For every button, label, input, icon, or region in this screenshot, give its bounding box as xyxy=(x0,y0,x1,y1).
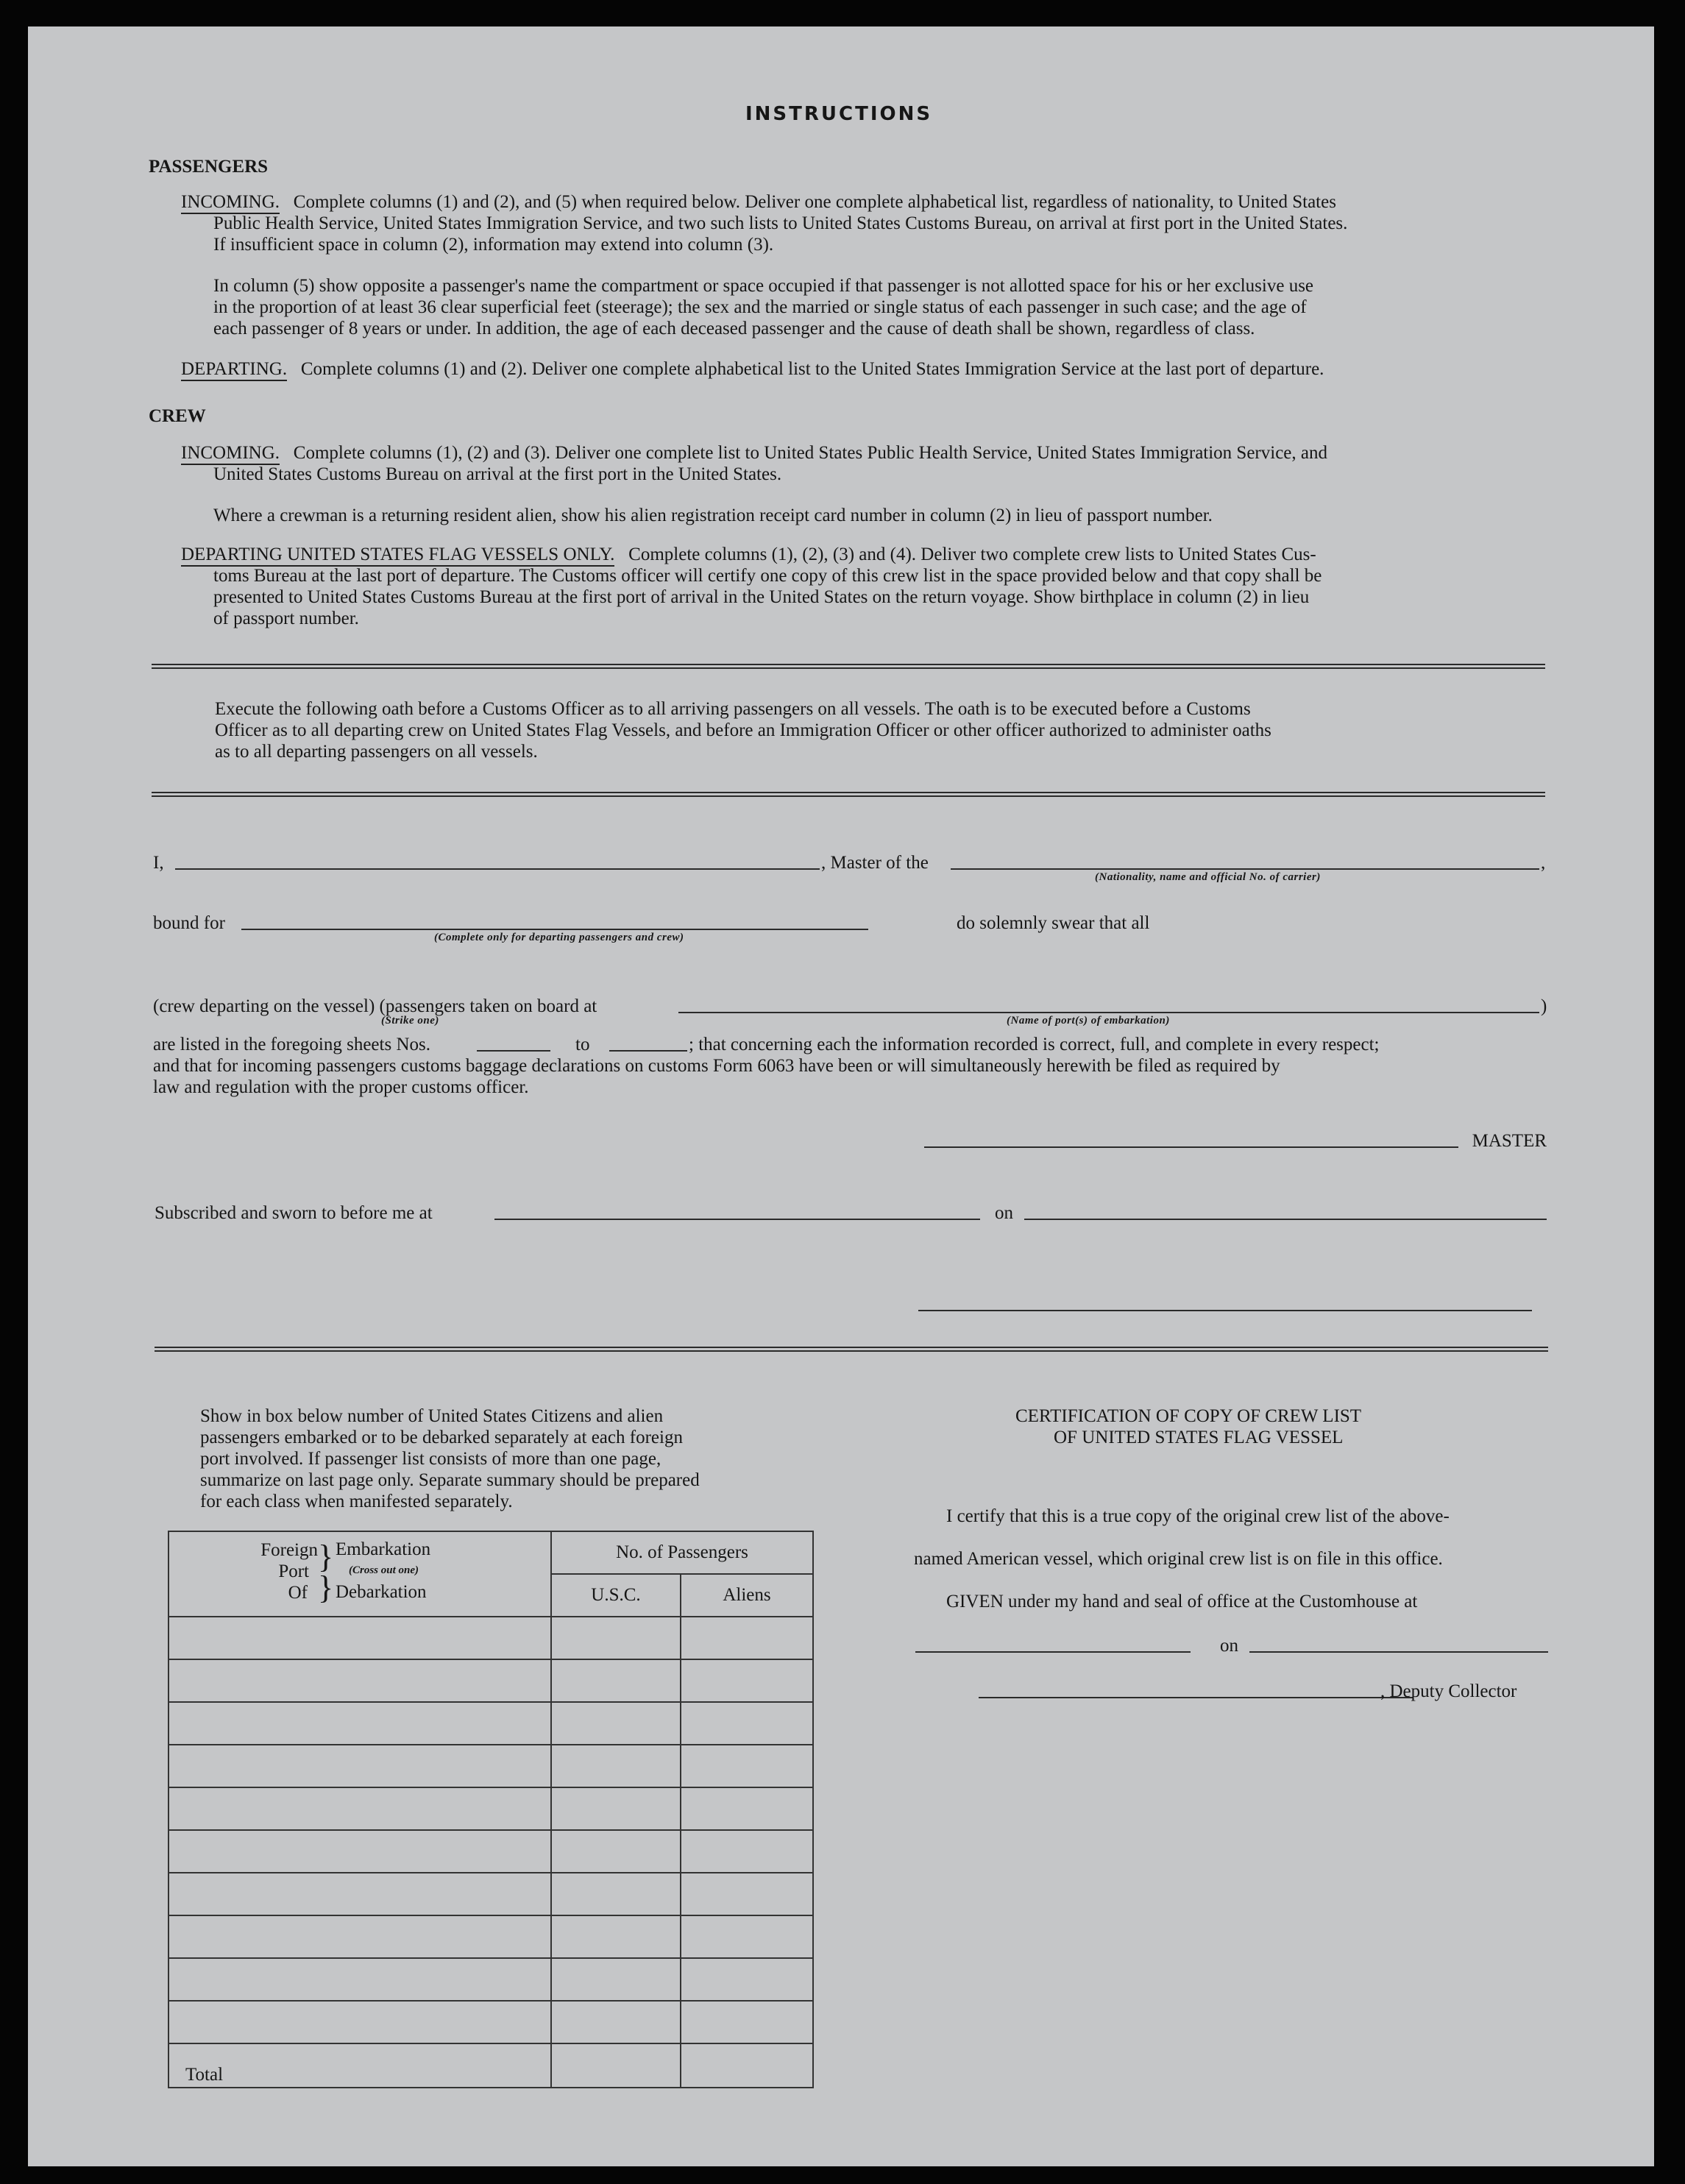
section-divider xyxy=(152,664,1545,669)
port-header-cell xyxy=(168,1531,551,1617)
passengers-departing-label: DEPARTING. xyxy=(181,359,287,381)
oath-comma: , xyxy=(1541,853,1546,873)
brace-left-icon: } xyxy=(318,1570,334,1606)
certification-date-field[interactable] xyxy=(1249,1651,1548,1653)
passengers-incoming-text: Complete columns (1) and (2), and (5) when required below. Deliver one complete alphabetical list, regardless of nationality, to United States xyxy=(293,192,1336,212)
column5-line2: in the proportion of at least 36 clear superficial feet (steerage); the sex and the married or single status of each passenger in such case; and the age of xyxy=(213,297,1307,317)
section-divider xyxy=(152,792,1545,797)
aliens-cell[interactable] xyxy=(681,1873,813,1915)
passengers-incoming-line2: Public Health Service, United States Immigration Service, and two such lists to United States Customs Bureau, on arrival at first port in the United States. xyxy=(213,213,1348,233)
crew-title: CREW xyxy=(149,406,206,426)
oath-line3: law and regulation with the proper customs officer. xyxy=(153,1077,529,1097)
usc-cell[interactable] xyxy=(551,1745,681,1787)
section-divider xyxy=(155,1347,1548,1352)
aliens-cell[interactable] xyxy=(681,2001,813,2043)
oath-listed: are listed in the foregoing sheets Nos. xyxy=(153,1035,430,1054)
total-label: Total xyxy=(168,2043,551,2088)
officer-signature-field[interactable] xyxy=(918,1310,1532,1311)
passengers-departing xyxy=(181,358,1324,380)
crew-incoming-label: INCOMING. xyxy=(181,443,280,465)
crew-departing-text: Complete columns (1), (2), (3) and (4). Deliver two complete crew lists to United States Cus- xyxy=(628,545,1316,564)
passengers-incoming-line1 xyxy=(181,191,1542,213)
foreign-label: Foreign xyxy=(260,1540,318,1560)
carrier-field[interactable] xyxy=(951,868,1539,870)
port-cell[interactable] xyxy=(168,1873,551,1915)
summary-line4: summarize on last page only. Separate summary should be prepared xyxy=(200,1470,700,1490)
crew-departing-line1 xyxy=(181,544,1316,565)
crew-incoming-line1 xyxy=(181,442,1327,464)
embarkation-option[interactable]: Embarkation xyxy=(336,1539,431,1559)
table-row xyxy=(168,1617,813,1659)
passengers-incoming-label: INCOMING. xyxy=(181,192,280,214)
port-cell[interactable] xyxy=(168,1830,551,1873)
oath-master-of-the: , Master of the xyxy=(821,853,929,873)
crew-departing-line3: presented to United States Customs Bureau at the first port of arrival in the United States on the return voyage. Show birthplace in column (2) in lieu xyxy=(213,587,1310,607)
port-cell[interactable] xyxy=(168,2001,551,2043)
port-cell[interactable] xyxy=(168,1958,551,2001)
complete-caption: (Complete only for departing passengers and crew) xyxy=(434,932,684,943)
usc-total-cell[interactable] xyxy=(551,2043,681,2088)
passengers-title: PASSENGERS xyxy=(149,157,269,177)
master-signature-field[interactable] xyxy=(924,1146,1458,1148)
strike-caption: (Strike one) xyxy=(381,1015,439,1027)
usc-cell[interactable] xyxy=(551,1830,681,1873)
certification-title-1: CERTIFICATION OF COPY OF CREW LIST xyxy=(1015,1406,1362,1426)
aliens-cell[interactable] xyxy=(681,1745,813,1787)
form-sheet xyxy=(28,26,1654,2166)
table-row xyxy=(168,1659,813,1702)
total-row xyxy=(168,2043,813,2088)
aliens-cell[interactable] xyxy=(681,1702,813,1745)
oath-concerning: ; that concerning each the information recorded is correct, full, and complete in every respect; xyxy=(689,1035,1380,1054)
table-row xyxy=(168,1873,813,1915)
table-row xyxy=(168,1702,813,1745)
crew-resident-alien: Where a crewman is a returning resident alien, show his alien registration receipt card number in column (2) in lieu of passport number. xyxy=(213,506,1213,525)
usc-cell[interactable] xyxy=(551,1659,681,1702)
passengers-departing-text: Complete columns (1) and (2). Deliver one complete alphabetical list to the United States Immigration Service at the last port of departure. xyxy=(300,359,1324,379)
ports-caption: (Name of port(s) of embarkation) xyxy=(1007,1015,1170,1027)
aliens-cell[interactable] xyxy=(681,1659,813,1702)
oath-intro-line3: as to all departing passengers on all vessels. xyxy=(215,742,538,762)
crew-departing-line2: toms Bureau at the last port of departure. The Customs officer will certify one copy of this crew list in the space provided below and that copy shall be xyxy=(213,566,1322,586)
summary-line3: port involved. If passenger list consists of more than one page, xyxy=(200,1449,661,1469)
passenger-summary-table xyxy=(168,1531,814,2088)
oath-intro-line2: Officer as to all departing crew on United States Flag Vessels, and before an Immigration Officer or other officer authorized to administer oaths xyxy=(215,720,1271,740)
sworn-place-field[interactable] xyxy=(494,1219,980,1220)
passengers-incoming-line3: If insufficient space in column (2), information may extend into column (3). xyxy=(213,235,774,255)
aliens-total-cell[interactable] xyxy=(681,2043,813,2088)
certify-line2: named American vessel, which original crew list is on file in this office. xyxy=(914,1549,1443,1569)
subscribed-text: Subscribed and sworn to before me at xyxy=(155,1203,433,1223)
aliens-cell[interactable] xyxy=(681,1787,813,1830)
oath-swear: do solemnly swear that all xyxy=(957,913,1150,933)
deputy-collector-signature-field[interactable] xyxy=(979,1697,1413,1698)
brace-left-icon: } xyxy=(318,1539,334,1575)
instructions-heading: INSTRUCTIONS xyxy=(745,103,933,125)
crew-departing-line4: of passport number. xyxy=(213,609,359,628)
sworn-date-field[interactable] xyxy=(1024,1219,1547,1220)
summary-line2: passengers embarked or to be debarked separately at each foreign xyxy=(200,1428,683,1447)
column5-line3: each passenger of 8 years or under. In addition, the age of each deceased passenger and the cause of death shall be shown, regardless of class. xyxy=(213,319,1255,338)
oath-intro-line1: Execute the following oath before a Customs Officer as to all arriving passengers on all vessels. The oath is to be executed before a Customs xyxy=(215,699,1251,719)
debarkation-option[interactable]: Debarkation xyxy=(336,1582,427,1602)
crew-incoming-text: Complete columns (1), (2) and (3). Deliver one complete list to United States Public Health Service, United States Immigration Service, and xyxy=(293,443,1327,463)
table-row xyxy=(168,2001,813,2043)
port-cell[interactable] xyxy=(168,1659,551,1702)
oath-bound-for: bound for xyxy=(153,913,225,933)
usc-cell[interactable] xyxy=(551,1958,681,2001)
sheet-to-field[interactable] xyxy=(609,1050,687,1052)
summary-line5: for each class when manifested separately. xyxy=(200,1492,513,1511)
port-cell[interactable] xyxy=(168,1787,551,1830)
crew-departing-label: DEPARTING UNITED STATES FLAG VESSELS ONLY. xyxy=(181,545,614,567)
certify-line1: I certify that this is a true copy of the original crew list of the above- xyxy=(946,1506,1450,1526)
usc-cell[interactable] xyxy=(551,1787,681,1830)
usc-cell[interactable] xyxy=(551,1702,681,1745)
aliens-cell[interactable] xyxy=(681,1617,813,1659)
aliens-cell[interactable] xyxy=(681,1830,813,1873)
given-line: GIVEN under my hand and seal of office at the Customhouse at xyxy=(946,1592,1418,1612)
table-row xyxy=(168,1830,813,1873)
column5-line1: In column (5) show opposite a passenger's name the compartment or space occupied if that passenger is not allotted space for his or her exclusive use xyxy=(213,276,1314,296)
crew-incoming-line2: United States Customs Bureau on arrival at the first port in the United States. xyxy=(213,464,782,484)
customhouse-field[interactable] xyxy=(915,1651,1191,1653)
table-row xyxy=(168,1787,813,1830)
aliens-cell[interactable] xyxy=(681,1958,813,2001)
aliens-cell[interactable] xyxy=(681,1915,813,1958)
nationality-caption: (Nationality, name and official No. of carrier) xyxy=(1095,871,1321,883)
aliens-header: Aliens xyxy=(681,1574,813,1617)
oath-close-paren: ) xyxy=(1541,996,1547,1016)
port-label: Port xyxy=(278,1561,309,1581)
no-passengers-header: No. of Passengers xyxy=(551,1531,813,1574)
deputy-collector-label: , Deputy Collector xyxy=(1380,1681,1517,1701)
port-cell[interactable] xyxy=(168,1702,551,1745)
oath-i: I, xyxy=(153,853,164,873)
port-cell[interactable] xyxy=(168,1915,551,1958)
master-label: MASTER xyxy=(1472,1131,1547,1151)
usc-cell[interactable] xyxy=(551,1873,681,1915)
oath-crew-departing: (crew departing on the vessel) (passengers taken on board at xyxy=(153,996,597,1016)
ports-embarkation-field[interactable] xyxy=(678,1012,1539,1013)
certification-on: on xyxy=(1220,1636,1238,1656)
usc-header: U.S.C. xyxy=(551,1574,681,1617)
table-row xyxy=(168,1958,813,2001)
table-row xyxy=(168,1745,813,1787)
port-cell[interactable] xyxy=(168,1745,551,1787)
usc-cell[interactable] xyxy=(551,2001,681,2043)
oath-line2: and that for incoming passengers customs baggage declarations on customs Form 6063 have been or will simultaneously herewith be filed as required by xyxy=(153,1056,1280,1076)
sworn-on: on xyxy=(995,1203,1013,1223)
cross-out-caption: (Cross out one) xyxy=(349,1564,419,1576)
usc-cell[interactable] xyxy=(551,1915,681,1958)
port-cell[interactable] xyxy=(168,1617,551,1659)
bound-for-field[interactable] xyxy=(241,929,868,930)
oath-to: to xyxy=(575,1035,590,1054)
table-row xyxy=(168,1915,813,1958)
of-label: Of xyxy=(288,1583,308,1603)
summary-line1: Show in box below number of United States Citizens and alien xyxy=(200,1406,664,1426)
master-name-field[interactable] xyxy=(175,868,820,870)
sheet-from-field[interactable] xyxy=(477,1050,550,1052)
certification-title-2: OF UNITED STATES FLAG VESSEL xyxy=(1054,1428,1344,1447)
usc-cell[interactable] xyxy=(551,1617,681,1659)
